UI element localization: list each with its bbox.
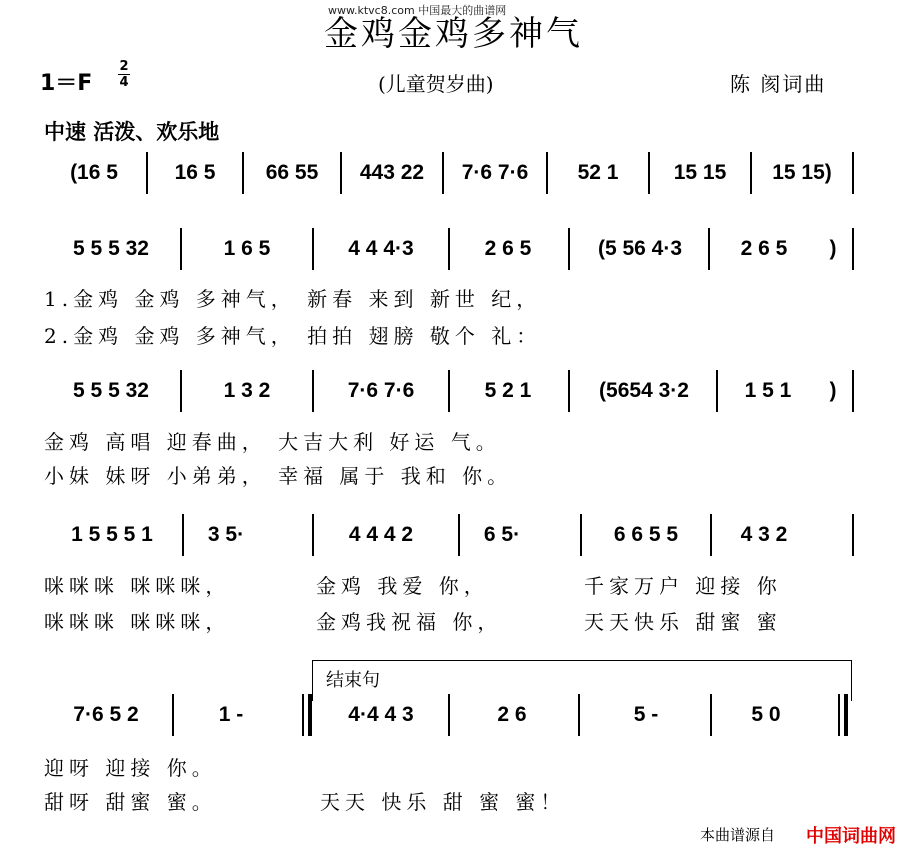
source-label: 本曲谱源自 [700, 826, 776, 844]
measure: 15 15) [772, 161, 832, 184]
notation-line-5 [44, 692, 859, 738]
ending-label: 结束句 [326, 670, 380, 691]
meter-top: 2 [119, 59, 129, 74]
measure: 7·6 5 2 [73, 703, 139, 726]
measure: 6 6 5 5 [613, 523, 679, 546]
measure: (16 5 [70, 161, 118, 184]
measure: 4 4 4·3 [348, 237, 414, 260]
lyric-verse-1: 金鸡 高唱 迎春曲， 大吉大利 好运 气。 [44, 430, 501, 454]
measure: 3 5· [207, 523, 245, 546]
measure: ) [829, 379, 837, 402]
tempo-marking: 中速 活泼、欢乐地 [44, 119, 220, 144]
measure: 443 22 [359, 161, 425, 184]
lyric-verse-2: 天天 快乐 甜 蜜 蜜！ [320, 790, 566, 814]
measure: 4 4 4 2 [348, 523, 414, 546]
notation-line-2 [44, 226, 859, 272]
lyric-verse-1: 咪咪咪 咪咪咪， [44, 574, 231, 598]
lyric-verse-1: 金鸡 我爱 你， [316, 574, 489, 598]
lyric-verse-2: 甜呀 甜蜜 蜜。 [44, 790, 217, 814]
key-signature: 1＝F [40, 71, 93, 96]
measure: 1 5 5 5 1 [71, 523, 153, 546]
source-brand-link[interactable]: 中国词曲网 [806, 826, 896, 847]
lyric-verse-1: 1.金鸡 金鸡 多神气， 新春 来到 新世 纪， [44, 287, 542, 311]
lyric-verse-2: 小妹 妹呀 小弟弟， 幸福 属于 我和 你。 [44, 464, 513, 488]
measure: 2 6 5 [484, 237, 532, 260]
watermark-text: www.ktvc8.com 中国最大的曲谱网 [328, 4, 507, 17]
measure: 1 - [218, 703, 244, 726]
song-subtitle: (儿童贺岁曲) [378, 72, 494, 96]
measure: (5654 3·2 [599, 379, 689, 402]
notation-line-1 [44, 150, 859, 196]
notation-line-4 [44, 512, 859, 558]
measure: 52 1 [577, 161, 619, 184]
meter-bottom: 4 [119, 75, 129, 90]
song-title: 金鸡金鸡多神气 [324, 14, 583, 54]
lyric-verse-2: 金鸡我祝福 你， [316, 610, 503, 634]
measure: ) [829, 237, 837, 260]
lyric-verse-1: 迎呀 迎接 你。 [44, 756, 217, 780]
measure: 7·6 7·6 [461, 161, 529, 184]
measure: 16 5 [174, 161, 216, 184]
measure: 1 6 5 [223, 237, 271, 260]
measure: 15 15 [673, 161, 727, 184]
measure: 5 5 5 32 [73, 379, 149, 402]
measure: 6 5· [483, 523, 521, 546]
measure: 2 6 5 [740, 237, 788, 260]
measure: 1 5 1 [744, 379, 792, 402]
measure: 5 0 [751, 703, 781, 726]
measure: 66 55 [265, 161, 319, 184]
measure: 2 6 [497, 703, 527, 726]
measure: (5 56 4·3 [597, 237, 683, 260]
measure: 4·4 4 3 [348, 703, 414, 726]
notation-line-3 [44, 368, 859, 414]
lyric-verse-2: 2.金鸡 金鸡 多神气， 拍拍 翅膀 敬个 礼： [44, 324, 542, 348]
measure: 7·6 7·6 [347, 379, 415, 402]
composer-credit: 陈 阂词曲 [730, 72, 827, 96]
lyric-verse-2: 天天快乐 甜蜜 蜜 [584, 610, 782, 634]
measure: 4 3 2 [740, 523, 788, 546]
measure: 5 5 5 32 [73, 237, 149, 260]
measure: 5 - [633, 703, 659, 726]
lyric-verse-2: 咪咪咪 咪咪咪， [44, 610, 231, 634]
measure: 1 3 2 [223, 379, 271, 402]
measure: 5 2 1 [484, 379, 532, 402]
lyric-verse-1: 千家万户 迎接 你 [584, 574, 782, 598]
time-signature [118, 60, 130, 89]
